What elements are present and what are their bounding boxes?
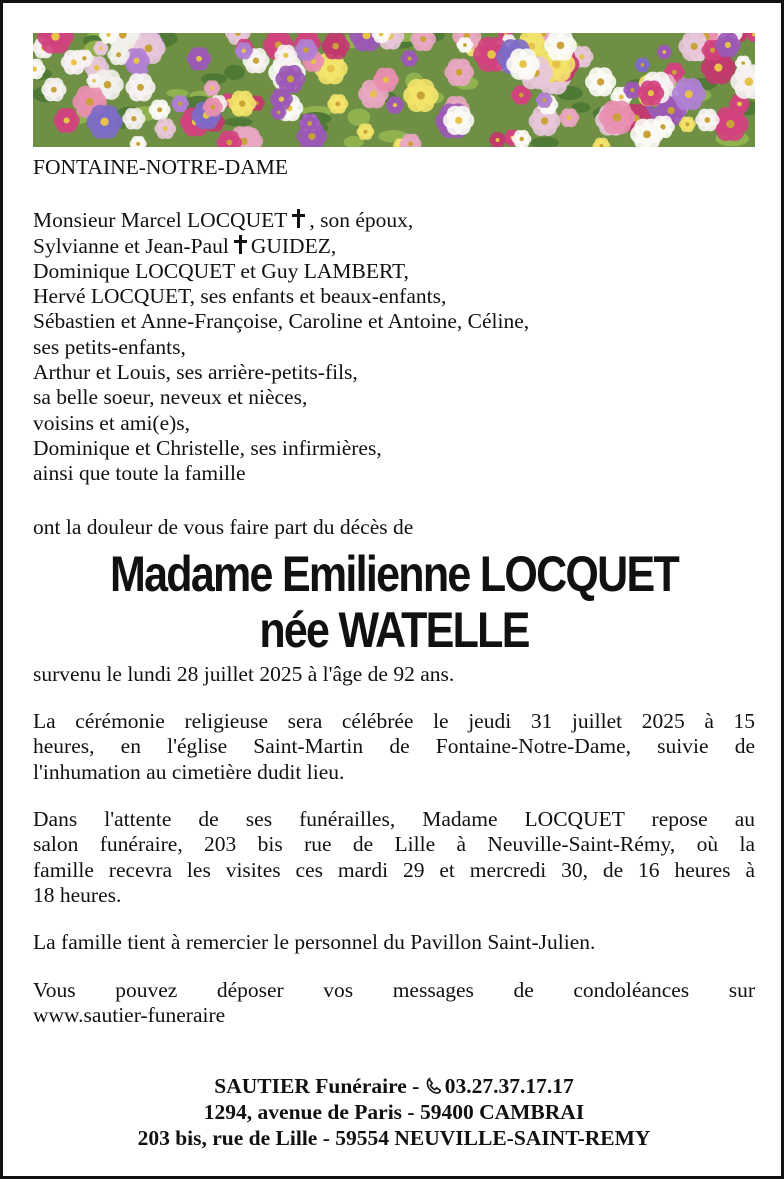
funeral-home-footer — [33, 1073, 755, 1151]
family-line: voisins et ami(e)s, — [33, 410, 191, 435]
deceased-name-line: Madame Emilienne LOCQUET — [109, 545, 679, 602]
family-line: Arthur et Louis, ses arrière-petits-fils, — [33, 360, 358, 385]
thanks-paragraph: La famille tient à remercier le personnel du Pavillon Saint-Julien. — [33, 930, 596, 955]
deceased-maiden-name: née WATELLE — [259, 601, 529, 658]
family-line: Hervé LOCQUET, ses enfants et beaux-enfants, — [33, 284, 447, 309]
family-line: ses petits-enfants, — [33, 334, 186, 359]
flower-banner-image — [33, 33, 755, 147]
notice-body — [33, 155, 755, 1028]
condolences-paragraph: Vous pouvez déposer vos messages de condoléances sur www.sautier-funeraire — [33, 977, 755, 1027]
family-line: Sébastien et Anne-Françoise, Caroline et Antoine, Céline, — [33, 309, 530, 334]
deceased-name — [84, 546, 705, 658]
announcement-intro: ont la douleur de vous faire part du décès de — [33, 514, 414, 539]
phone-icon — [425, 1077, 443, 1095]
town-heading: FONTAINE-NOTRE-DAME — [33, 155, 289, 179]
visitation-paragraph: Dans l'attente de ses funérailles, Madame LOCQUET repose au salon funéraire, 203 bis rue de Lille à Neuville-Saint-Rémy, où la famille recevra les visites ces mardi 29 et mercredi 30, de 16 heures à 18 heures. — [33, 807, 755, 907]
family-line: sa belle soeur, neveux et nièces, — [33, 385, 308, 410]
family-line: Dominique LOCQUET et Guy LAMBERT, — [33, 258, 409, 283]
website-link[interactable]: www.sautier-funeraire — [33, 1002, 226, 1027]
ceremony-paragraph: La cérémonie religieuse sera célébrée le jeudi 31 juillet 2025 à 15 heures, en l'église Saint-Martin de Fontaine-Notre-Dame, suivie de l'inhumation au cimetière dudit lieu. — [33, 709, 755, 784]
family-line: ainsi que toute la famille — [33, 461, 246, 486]
cross-icon — [233, 235, 247, 254]
family-line: Dominique et Christelle, ses infirmières, — [33, 435, 382, 460]
family-list — [33, 208, 755, 486]
family-line: Monsieur Marcel LOCQUET , son époux, — [33, 208, 414, 233]
address-line: 203 bis, rue de Lille - 59554 NEUVILLE-SAINT-REMY — [137, 1126, 651, 1150]
family-line: Sylvianne et Jean-Paul GUIDEZ, — [33, 233, 337, 258]
company-line: SAUTIER Funéraire - 03.27.37.17.17 — [214, 1074, 574, 1098]
death-date: survenu le lundi 28 juillet 2025 à l'âge de 92 ans. — [33, 661, 455, 686]
cross-icon — [291, 209, 305, 228]
flower-banner — [33, 33, 755, 147]
address-line: 1294, avenue de Paris - 59400 CAMBRAI — [203, 1100, 585, 1124]
phone-number[interactable]: 03.27.37.17.17 — [444, 1074, 574, 1098]
